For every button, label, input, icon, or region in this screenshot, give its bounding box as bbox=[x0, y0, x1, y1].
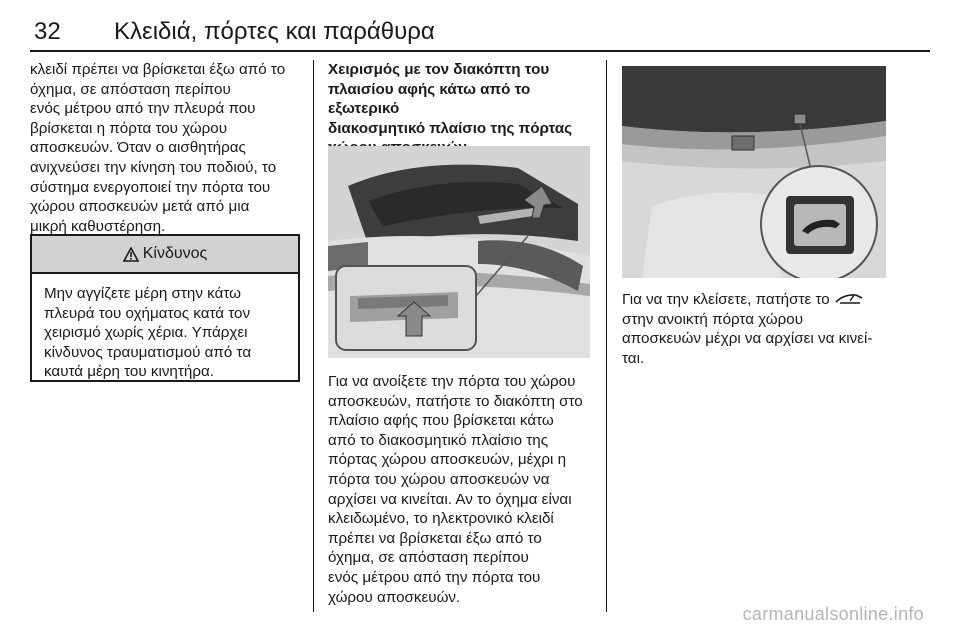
open-instructions: Για να ανοίξετε την πόρτα του χώρου αποσκευών, πατήστε το διακόπτη στο πλαίσιο αφής που βρίσκεται κάτω από το διακοσμητικό πλαίσιο της πόρτας χώρου αποσκευών, μέχρι η πόρτα του χώρου αποσκευών να αρχίσει να κινείται. Αν το όχημα είναι κλειδωμένο, το ηλεκτρονικό κλειδί πρέπει να βρίσκεται έξω από το όχημα, σε απόσταση περίπου ενός μέτρου από την πόρτα του χώρου αποσκευών. bbox=[328, 373, 583, 606]
column-2 bbox=[328, 60, 594, 158]
column-3-text bbox=[622, 290, 896, 368]
section-heading: Χειρισμός με τον διακόπτη του πλαισίου αφής κάτω από το εξωτερικό διακοσμητικό πλαίσιο της πόρτας bbox=[328, 61, 573, 137]
close-instructions bbox=[622, 290, 896, 368]
watermark: carmanualsonline.info bbox=[742, 604, 924, 624]
close-instructions-lead: Για να την κλείσετε, πατήστε το bbox=[622, 291, 830, 308]
tailgate-close-icon bbox=[834, 292, 864, 306]
close-instructions-rest: στην ανοικτή πόρτα χώρου αποσκευών μέχρι να αρχίσει να κινεί- ται. bbox=[622, 310, 873, 367]
danger-header bbox=[32, 236, 298, 274]
tailgate-close-button-illustration bbox=[622, 66, 886, 278]
warning-triangle-icon bbox=[123, 247, 139, 262]
tailgate-switch-illustration bbox=[328, 146, 590, 358]
page-header bbox=[30, 14, 930, 52]
danger-text: Μην αγγίζετε μέρη στην κάτω πλευρά του οχήματος κατά τον χειρισμό χωρίς χέρια. Υπάρχει κίνδυνος τραυματισμού από τα καυτά μέρη του κινητήρα. bbox=[44, 285, 252, 381]
page-number: 32 bbox=[34, 18, 61, 45]
intro-paragraph: κλειδί πρέπει να βρίσκεται έξω από το όχημα, σε απόσταση περίπου ενός μέτρου από την πλευρά που βρίσκεται η πόρτα του χώρου αποσκευών. Όταν ο αισθητήρας ανιχνεύσει την κίνηση του ποδιού, το σύστημα ενεργοποιεί την πόρτα του χώρου αποσκευών μετά από μια μικρή καθυστέρηση. bbox=[30, 61, 286, 235]
danger-title: Κίνδυνος bbox=[142, 245, 208, 262]
column-1 bbox=[30, 60, 302, 236]
page-title: Κλειδιά, πόρτες και παράθυρα bbox=[114, 18, 435, 45]
column-divider bbox=[606, 60, 607, 612]
danger-warning-box bbox=[30, 234, 300, 382]
column-divider bbox=[313, 60, 314, 612]
column-2-text bbox=[328, 372, 598, 607]
